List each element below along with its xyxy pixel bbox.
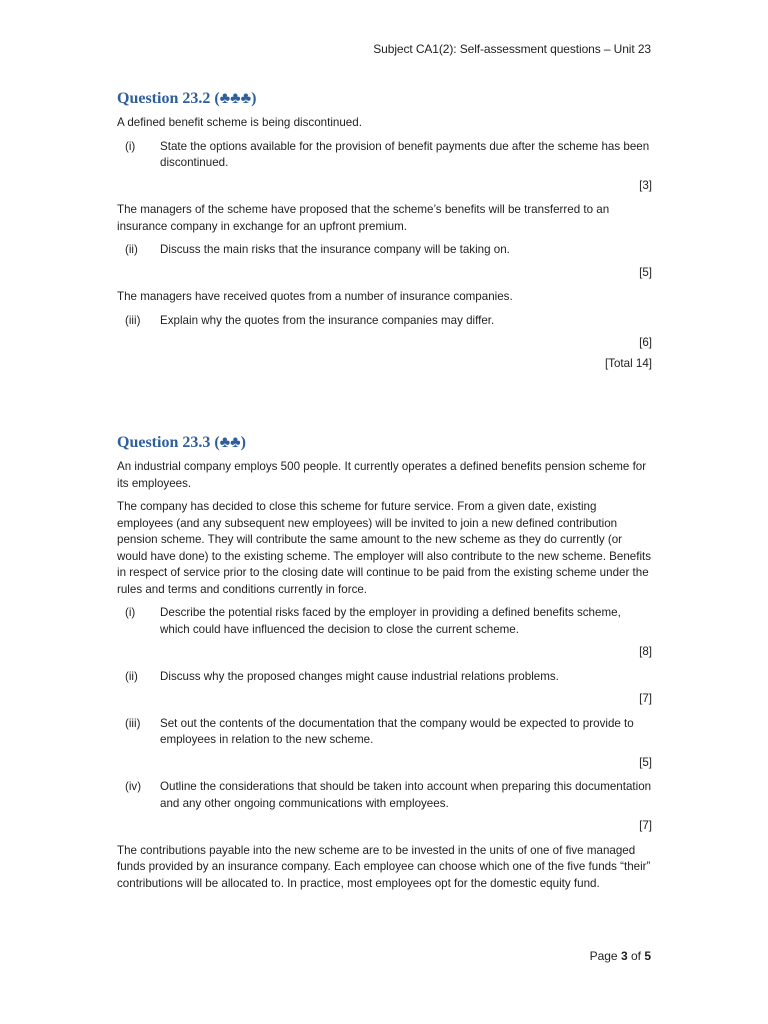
part-number: (ii) [125, 669, 138, 683]
page-header: Subject CA1(2): Self-assessment questions – Unit 23 [373, 42, 651, 56]
page-prefix: Page [589, 949, 621, 963]
page-number [590, 949, 651, 963]
part-text: Describe the potential risks faced by the employer in providing a defined benefits scheme, which could have influenced the decision to close the current scheme. [160, 606, 621, 636]
page-total: 5 [644, 949, 651, 963]
part-mark: [8] [639, 645, 652, 658]
page-of: of [627, 949, 645, 963]
question-part [117, 313, 652, 330]
question-part [117, 779, 652, 812]
page-current: 3 [620, 949, 628, 963]
part-mark: [3] [639, 178, 652, 192]
part-number: (iv) [125, 780, 142, 793]
part-text: Outline the considerations that should be taken into account when preparing this documentation and any other ongoing communications with employees. [160, 780, 652, 810]
question-title: Question 23.2 (♣♣♣) [117, 90, 257, 107]
part-number: (iii) [125, 313, 141, 327]
question-part [117, 716, 652, 749]
question-23-2 [117, 89, 652, 372]
question-paragraph: The company has decided to close this scheme for future service. From a given date, existing employees (and any subsequent new employees) will be invited to join a new defined contribution pension scheme. They will contribute the same amount to the new scheme as they do currently (or would have done) to the existing scheme. The employer will also contribute to the new scheme. Benefits in respect of service prior to the closing date will continue to be paid from the existing scheme under the rules and terms and conditions currently in force. [117, 500, 652, 596]
question-paragraph: The managers have received quotes from a number of insurance companies. [117, 290, 513, 303]
question-intro: A defined benefit scheme is being discontinued. [117, 116, 362, 129]
part-text: Discuss the main risks that the insurance company will be taking on. [160, 243, 510, 256]
part-text: Explain why the quotes from the insurance companies may differ. [160, 313, 495, 327]
part-text: State the options available for the provision of benefit payments due after the scheme has been discontinued. [160, 139, 650, 169]
part-number: (i) [125, 606, 136, 619]
question-title: Question 23.3 (♣♣) [117, 434, 246, 451]
part-mark: [6] [639, 336, 652, 349]
question-23-3 [117, 433, 652, 899]
part-text: Set out the contents of the documentation that the company would be expected to provide to employees in relation to the new scheme. [160, 716, 634, 746]
part-mark: [5] [639, 755, 652, 769]
part-mark: [5] [639, 265, 652, 279]
question-paragraph: The contributions payable into the new scheme are to be invested in the units of one of five managed funds provided by an insurance company. Each employee can choose which one of the five funds “their” contributions will be allocated to. In practice, most employees opt for the domestic equity fund. [117, 843, 651, 890]
question-paragraph: An industrial company employs 500 people. It currently operates a defined benefits pension scheme for its employees. [117, 460, 647, 490]
part-number: (ii) [125, 243, 138, 256]
question-part [117, 242, 652, 259]
question-paragraph: The managers of the scheme have proposed that the scheme’s benefits will be transferred to an insurance company in exchange for an upfront premium. [117, 203, 610, 233]
part-mark: [7] [639, 819, 652, 832]
part-number: (iii) [125, 716, 141, 730]
question-part [117, 139, 652, 172]
part-mark: [7] [639, 692, 652, 705]
question-part [117, 605, 652, 638]
part-text: Discuss why the proposed changes might cause industrial relations problems. [160, 669, 559, 683]
question-part [117, 669, 652, 686]
part-number: (i) [125, 139, 136, 153]
total-mark: [Total 14] [604, 356, 652, 370]
